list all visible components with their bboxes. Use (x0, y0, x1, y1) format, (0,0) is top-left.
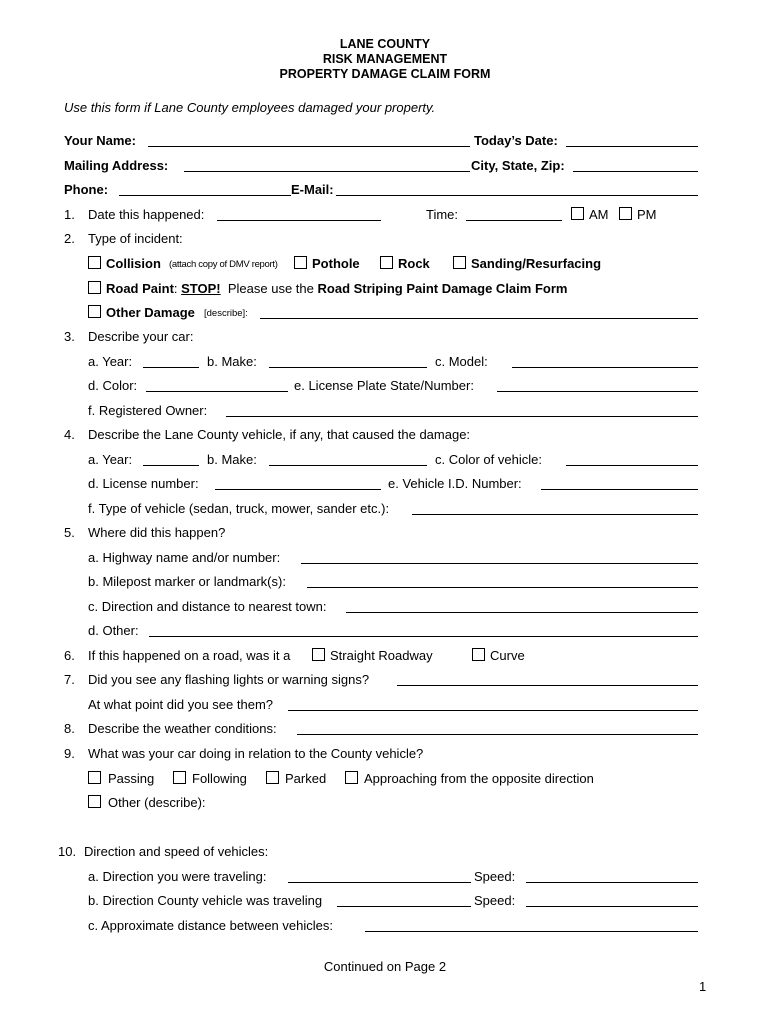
incident-date-field[interactable] (217, 220, 381, 221)
q1-date-label: Date this happened: (88, 207, 205, 222)
collision-note: (attach copy of DMV report) (169, 259, 278, 270)
your-direction-label: a. Direction you were traveling: (88, 869, 267, 884)
q7-number: 7. (64, 672, 75, 687)
car-year-label: a. Year: (88, 354, 133, 369)
city-state-zip-field[interactable] (573, 171, 698, 172)
straight-roadway-checkbox[interactable] (312, 648, 325, 661)
your-name-label: Your Name: (64, 133, 136, 148)
parked-checkbox[interactable] (266, 771, 279, 784)
following-label: Following (192, 771, 247, 786)
other-relation-label: Other (describe): (108, 795, 206, 810)
incident-time-field[interactable] (466, 220, 562, 221)
car-make-field[interactable] (269, 367, 427, 368)
your-direction-field[interactable] (288, 882, 471, 883)
page-number: 1 (699, 979, 707, 994)
email-label: E-Mail: (291, 182, 334, 197)
q5-label: Where did this happen? (88, 525, 226, 540)
county-speed-label: Speed: (474, 893, 516, 908)
location-other-field[interactable] (149, 636, 698, 637)
your-name-field[interactable] (148, 146, 470, 147)
q8-number: 8. (64, 721, 75, 736)
q6-label: If this happened on a road, was it a (88, 648, 291, 663)
road-paint-checkbox[interactable] (88, 281, 101, 294)
car-model-field[interactable] (512, 367, 698, 368)
todays-date-label: Today’s Date: (474, 133, 558, 148)
warning-point-label: At what point did you see them? (88, 697, 274, 712)
vehicle-type-label: f. Type of vehicle (sedan, truck, mower, sander etc.): (88, 501, 390, 516)
car-color-label: d. Color: (88, 378, 138, 393)
approaching-label: Approaching from the opposite direction (364, 771, 594, 786)
distance-between-field[interactable] (365, 931, 698, 932)
county-vehicle-color-field[interactable] (566, 465, 698, 466)
road-paint-rest: Please use the (227, 281, 314, 296)
other-damage-checkbox[interactable] (88, 305, 101, 318)
q2-label: Type of incident: (88, 231, 183, 246)
county-vehicle-year-label: a. Year: (88, 452, 133, 467)
q10-number: 10. (58, 844, 77, 859)
rock-label: Rock (398, 256, 430, 271)
highway-label: a. Highway name and/or number: (88, 550, 281, 565)
county-license-label: d. License number: (88, 476, 199, 491)
highway-field[interactable] (301, 563, 698, 564)
straight-roadway-label: Straight Roadway (330, 648, 433, 663)
city-state-zip-label: City, State, Zip: (471, 158, 565, 173)
distance-between-label: c. Approximate distance between vehicles: (88, 918, 333, 933)
county-speed-field[interactable] (526, 906, 698, 907)
q9-label: What was your car doing in relation to the County vehicle? (88, 746, 424, 761)
form-agency-title: LANE COUNTY (339, 37, 431, 51)
milepost-label: b. Milepost marker or landmark(s): (88, 574, 286, 589)
form-title: PROPERTY DAMAGE CLAIM FORM (279, 67, 491, 81)
collision-checkbox[interactable] (88, 256, 101, 269)
road-paint-colon: : (173, 281, 182, 296)
vehicle-id-field[interactable] (541, 489, 698, 490)
curve-checkbox[interactable] (472, 648, 485, 661)
q5-number: 5. (64, 525, 75, 540)
q3-label: Describe your car: (88, 329, 194, 344)
car-color-field[interactable] (146, 391, 288, 392)
county-vehicle-year-field[interactable] (143, 465, 199, 466)
road-paint-instruction (106, 281, 567, 297)
other-damage-field[interactable] (260, 318, 698, 319)
location-other-label: d. Other: (88, 623, 139, 638)
county-vehicle-make-label: b. Make: (207, 452, 257, 467)
following-checkbox[interactable] (173, 771, 186, 784)
county-license-field[interactable] (215, 489, 381, 490)
pm-label: PM (637, 207, 657, 222)
approaching-checkbox[interactable] (345, 771, 358, 784)
car-model-label: c. Model: (435, 354, 488, 369)
phone-field[interactable] (119, 195, 291, 196)
q4-number: 4. (64, 427, 75, 442)
form-department-title: RISK MANAGEMENT (322, 52, 448, 66)
q4-label: Describe the Lane County vehicle, if any, that caused the damage: (88, 427, 471, 442)
q1-time-label: Time: (426, 207, 459, 222)
weather-field[interactable] (297, 734, 698, 735)
q3-number: 3. (64, 329, 75, 344)
county-vehicle-make-field[interactable] (269, 465, 427, 466)
collision-label: Collision (106, 256, 161, 271)
county-direction-label: b. Direction County vehicle was traveling (88, 893, 323, 908)
warning-point-field[interactable] (288, 710, 698, 711)
pothole-checkbox[interactable] (294, 256, 307, 269)
todays-date-field[interactable] (566, 146, 698, 147)
pothole-label: Pothole (312, 256, 360, 271)
passing-checkbox[interactable] (88, 771, 101, 784)
nearest-town-field[interactable] (346, 612, 698, 613)
county-direction-field[interactable] (337, 906, 471, 907)
am-checkbox[interactable] (571, 207, 584, 220)
license-plate-label: e. License Plate State/Number: (294, 378, 474, 393)
rock-checkbox[interactable] (380, 256, 393, 269)
vehicle-id-label: e. Vehicle I.D. Number: (388, 476, 522, 491)
license-plate-field[interactable] (497, 391, 698, 392)
q8-label: Describe the weather conditions: (88, 721, 277, 736)
continued-notice: Continued on Page 2 (323, 959, 447, 974)
registered-owner-field[interactable] (226, 416, 698, 417)
curve-label: Curve (490, 648, 525, 663)
mailing-address-field[interactable] (184, 171, 470, 172)
q10-label: Direction and speed of vehicles: (84, 844, 269, 859)
q7-label: Did you see any flashing lights or warning signs? (88, 672, 370, 687)
q6-number: 6. (64, 648, 75, 663)
sanding-checkbox[interactable] (453, 256, 466, 269)
road-striping-form-reference: Road Striping Paint Damage Claim Form (317, 281, 568, 296)
stop-notice: STOP! (181, 281, 221, 296)
email-field[interactable] (336, 195, 698, 196)
other-damage-note: [describe]: (204, 308, 248, 319)
pm-checkbox[interactable] (619, 207, 632, 220)
sanding-label: Sanding/Resurfacing (471, 256, 602, 271)
vehicle-type-field[interactable] (412, 514, 698, 515)
other-relation-checkbox[interactable] (88, 795, 101, 808)
nearest-town-label: c. Direction and distance to nearest town: (88, 599, 327, 614)
q9-number: 9. (64, 746, 75, 761)
county-vehicle-color-label: c. Color of vehicle: (435, 452, 542, 467)
milepost-field[interactable] (307, 587, 698, 588)
am-label: AM (589, 207, 609, 222)
q2-number: 2. (64, 231, 75, 246)
warning-signs-field[interactable] (397, 685, 698, 686)
road-paint-label: Road Paint (106, 281, 174, 296)
other-damage-label: Other Damage (106, 305, 195, 320)
mailing-address-label: Mailing Address: (64, 158, 169, 173)
q1-number: 1. (64, 207, 75, 222)
passing-label: Passing (108, 771, 155, 786)
parked-label: Parked (285, 771, 327, 786)
phone-label: Phone: (64, 182, 109, 197)
registered-owner-label: f. Registered Owner: (88, 403, 208, 418)
car-year-field[interactable] (143, 367, 199, 368)
car-make-label: b. Make: (207, 354, 257, 369)
your-speed-label: Speed: (474, 869, 516, 884)
your-speed-field[interactable] (526, 882, 698, 883)
form-instructions: Use this form if Lane County employees damaged your property. (64, 100, 436, 115)
